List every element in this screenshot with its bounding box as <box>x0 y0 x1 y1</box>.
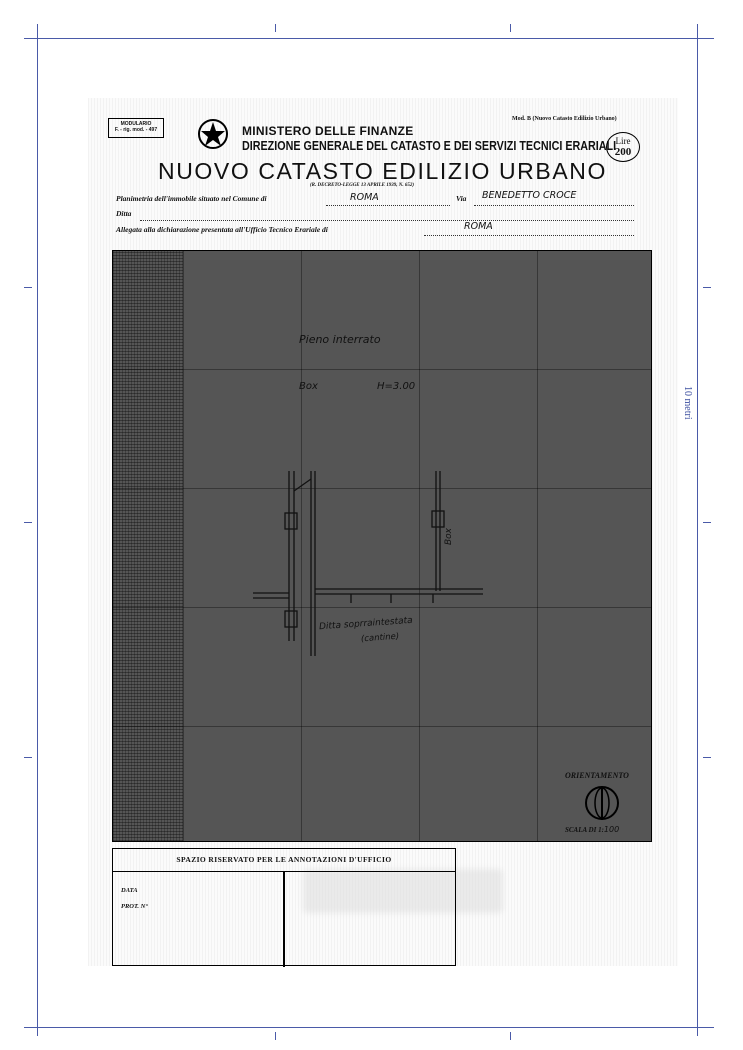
owner-note-sub: (cantine) <box>360 631 400 645</box>
compass-icon <box>583 784 621 822</box>
floor-label: Pieno interrato <box>299 333 381 346</box>
cadastral-sheet <box>88 98 678 966</box>
floor-plan-walls <box>253 461 493 661</box>
via-field-line <box>474 204 634 206</box>
scale-ruler-label: 10 metri <box>682 386 693 420</box>
office-prot-label: PROT. N° <box>121 903 148 910</box>
model-label: Mod. B (Nuovo Catasto Edilizio Urbano) <box>512 116 617 122</box>
orientation-label: ORIENTAMENTO <box>565 771 629 780</box>
frame-left <box>37 24 38 1036</box>
office-annotations-title: SPAZIO RISERVATO PER LE ANNOTAZIONI D'UFFICIO <box>113 849 455 872</box>
frame-tick <box>703 757 711 758</box>
office-annotations-box <box>112 848 456 966</box>
frame-top <box>24 38 714 39</box>
frame-tick <box>275 24 276 32</box>
owner-note: Ditta soprraintestata <box>318 615 413 633</box>
frame-right <box>697 24 698 1036</box>
via-value: BENEDETTO CROCE <box>482 190 577 201</box>
stamp-badge <box>606 132 640 162</box>
ufficio-field-line <box>424 234 634 236</box>
floor-plan-grid <box>112 250 652 842</box>
grid-major-line <box>113 726 651 727</box>
form-code-box: MODULARIO F. - rig. mod. - 497 <box>108 118 164 138</box>
comune-value: ROMA <box>350 192 379 203</box>
frame-tick <box>510 24 511 32</box>
ditta-label: Ditta <box>116 209 132 218</box>
scale-label <box>565 825 619 834</box>
scale-prefix: SCALA DI 1: <box>565 826 604 834</box>
height-label: H=3.00 <box>377 381 416 392</box>
ministry-name: MINISTERO DELLE FINANZE <box>242 124 414 138</box>
frame-tick <box>703 287 711 288</box>
frame-bottom <box>24 1027 714 1028</box>
grid-major-line <box>183 251 184 841</box>
frame-tick <box>703 522 711 523</box>
stamp-label: Lire <box>615 136 631 146</box>
republic-emblem-icon <box>196 116 230 152</box>
allegata-label: Allegata alla dichiarazione presentata all'Ufficio Tecnico Erariale di <box>116 225 328 234</box>
decree-note: (R. DECRETO-LEGGE 13 APRILE 1939, N. 652) <box>310 183 415 188</box>
comune-field-line <box>326 204 450 206</box>
directorate-name: DIREZIONE GENERALE DEL CATASTO E DEI SERVIZI TECNICI ERARIALI <box>242 139 617 153</box>
frame-tick <box>275 1032 276 1040</box>
office-divider <box>283 871 285 967</box>
property-label: Planimetria dell'immobile situato nel Comune di <box>116 194 267 203</box>
room-label: Box <box>299 381 318 392</box>
frame-tick <box>24 757 32 758</box>
via-label: Via <box>456 194 467 203</box>
grid-major-line <box>113 369 651 370</box>
stamp-value: 200 <box>614 146 632 158</box>
frame-tick <box>24 287 32 288</box>
frame-tick <box>510 1032 511 1040</box>
scale-value: 100 <box>603 825 620 834</box>
side-box-label: Box <box>444 527 454 545</box>
frame-tick <box>24 522 32 523</box>
ufficio-value: ROMA <box>464 221 493 232</box>
page-title: NUOVO CATASTO EDILIZIO URBANO <box>158 158 607 184</box>
grid-major-line <box>537 251 538 841</box>
ditta-field-line <box>140 219 634 221</box>
office-data-label: DATA <box>121 887 138 894</box>
binding-hatch <box>113 251 183 841</box>
